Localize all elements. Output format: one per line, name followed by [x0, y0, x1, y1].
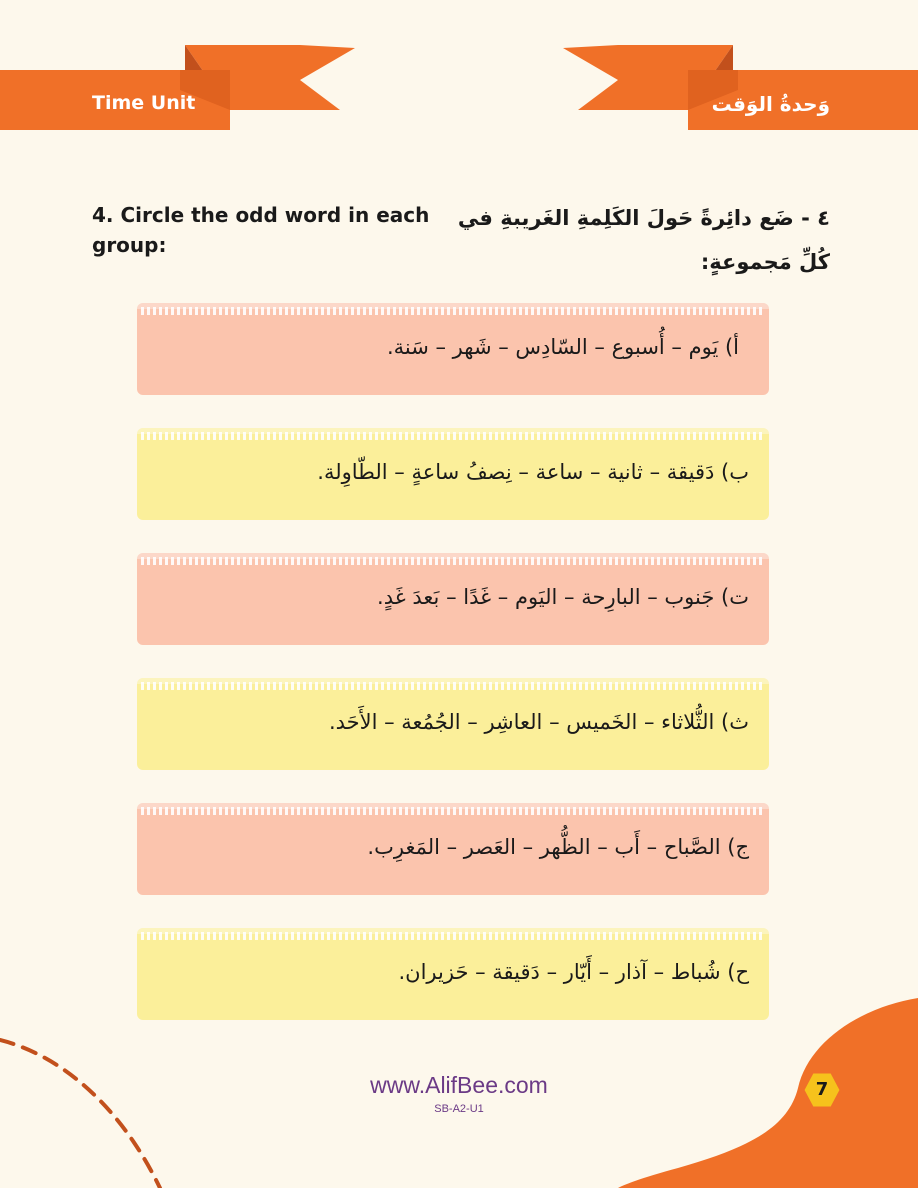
card-binding: [141, 432, 765, 440]
card-binding: [141, 932, 765, 940]
footer-url[interactable]: www.AlifBee.com: [370, 1072, 548, 1098]
group-card-2: [137, 428, 769, 520]
group-text[interactable]: ج) الصَّباح – أَب – الظُّهر – العَصر – المَغرِب.: [367, 835, 749, 859]
group-text[interactable]: ب) دَقيقة – ثانية – ساعة – نِصفُ ساعةٍ – الطّاوِلة.: [317, 460, 749, 484]
card-binding: [141, 557, 765, 565]
group-card-3: [137, 553, 769, 645]
group-card-5: [137, 803, 769, 895]
dashed-curve-decoration: [0, 1015, 170, 1188]
group-text[interactable]: ث) الثُّلاثاء – الخَميس – العاشِر – الجُمُعة – الأَحَد.: [328, 710, 749, 734]
unit-title-ar: وَحدةُ الوَقت: [711, 92, 830, 116]
instruction-en: 4. Circle the odd word in each group:: [92, 203, 430, 257]
group-text[interactable]: أ) يَوم – أُسبوع – السّادِس – شَهر – سَنة.: [386, 335, 739, 359]
group-card-1: [137, 303, 769, 395]
group-text[interactable]: ح) شُباط – آذار – أَيّار – دَقيقة – حَزيران.: [398, 960, 749, 984]
page-number: 7: [815, 1079, 829, 1100]
card-binding: [141, 807, 765, 815]
instruction-ar: ٤ - ضَع دائِرةً حَولَ الكَلِمةِ الغَريبةِ في كُلِّ مَجموعةٍ:: [457, 206, 830, 274]
card-binding: [141, 682, 765, 690]
footer-code: SB-A2-U1: [434, 1103, 484, 1115]
group-card-4: [137, 678, 769, 770]
unit-title-en: Time Unit: [92, 92, 196, 114]
card-binding: [141, 307, 765, 315]
group-text[interactable]: ت) جَنوب – البارِحة – اليَوم – غَدًا – بَعدَ غَدٍ.: [377, 585, 749, 609]
